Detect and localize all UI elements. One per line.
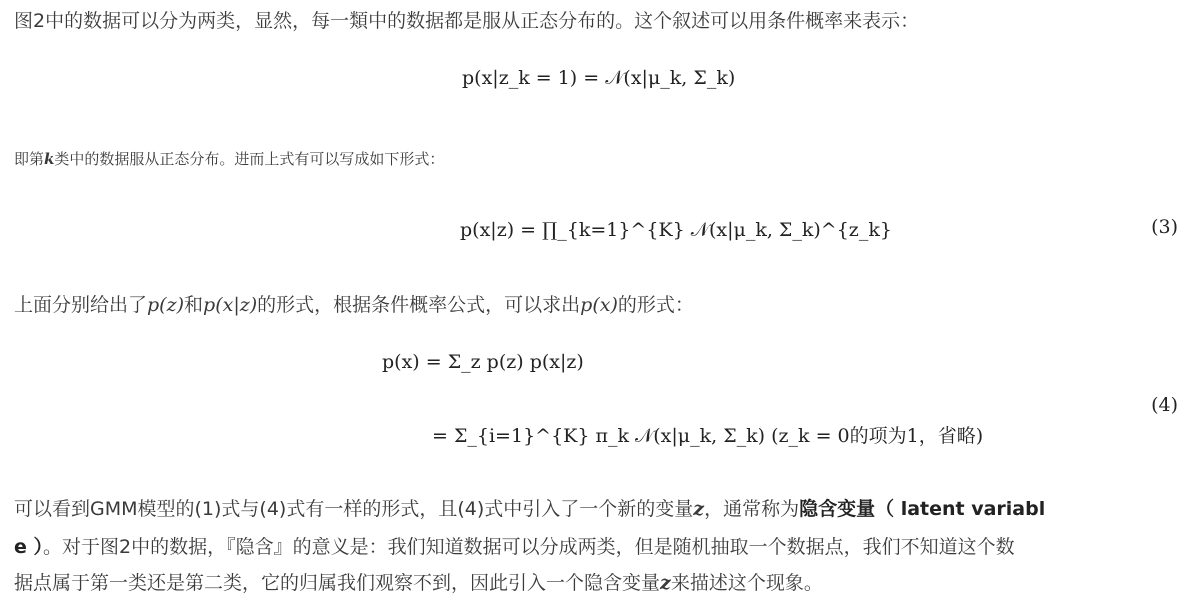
paragraph-4-l3-text-b: 来描述这个现象。	[670, 572, 823, 594]
paragraph-1	[14, 4, 1186, 38]
paragraph-3-math-pz: p(z)	[147, 294, 185, 316]
equation-4-number: (4)	[1151, 394, 1178, 416]
equation-3-formula: p(x|z) = ∏_{k=1}^{K} 𝒩(x|μ_k, Σ_k)^{z_k}	[460, 219, 892, 241]
paragraph-4-l3-math-z: z	[660, 572, 671, 594]
equation-3	[0, 192, 1200, 272]
equation-3-number: (3)	[1151, 216, 1178, 238]
paragraph-4-l1-math-z: z	[693, 498, 705, 520]
paragraph-3-math-px: p(x)	[580, 294, 618, 316]
paragraph-4-l2-text: 。对于图2中的数据，『隐含』的意义是：我们知道数据可以分成两类，但是随机抽取一个数据点，我们不知道这个数	[43, 536, 1015, 558]
paragraph-4-line-3	[14, 566, 1186, 600]
paragraph-3-math-pxz: p(x|z)	[203, 294, 258, 316]
equation-1-formula: p(x|z_k = 1) = 𝒩(x|μ_k, Σ_k)	[462, 67, 736, 89]
paragraph-1-text: 图2中的数据可以分为两类，显然，每一類中的数据都是服从正态分布的。这个叙述可以用条件概率来表示：	[14, 10, 920, 32]
paragraph-2-text-b: 类中的数据服从正态分布。进而上式有可以写成如下形式：	[54, 150, 445, 168]
paragraph-4-line-2	[14, 530, 1186, 564]
paragraph-4-l1-text-b: ，通常称为	[704, 498, 800, 520]
paragraph-3-text-d: 的形式：	[617, 294, 694, 316]
paragraph-4-l1-bold: 隐含变量（ latent variabl	[799, 498, 1046, 520]
paragraph-3-text-c: 的形式，根据条件概率公式，可以求出	[257, 294, 581, 316]
paragraph-4-line-1	[14, 492, 1186, 526]
equation-4-line-1: p(x) = Σ_z p(z) p(x|z)	[382, 351, 584, 373]
equation-4	[0, 334, 1200, 484]
paragraph-2	[14, 142, 1186, 176]
paragraph-3-text-b: 和	[184, 294, 204, 316]
paragraph-3-text-a: 上面分别给出了	[14, 294, 148, 316]
paragraph-4-l2-bold: e ）	[14, 536, 44, 558]
paragraph-2-text-a: 即第	[14, 150, 45, 168]
equation-4-line-2: = Σ_{i=1}^{K} π_k 𝒩(x|μ_k, Σ_k) (z_k = 0的项为1，省略)	[432, 425, 984, 447]
paragraph-4-l1-text-a: 可以看到GMM模型的(1)式与(4)式有一样的形式，且(4)式中引入了一个新的变量	[14, 498, 694, 520]
paragraph-4-l3-text-a: 据点属于第一类还是第二类，它的归属我们观察不到，因此引入一个隐含变量	[14, 572, 661, 594]
paragraph-2-math-k: k	[44, 150, 55, 168]
equation-1	[0, 50, 1200, 110]
paragraph-3	[14, 288, 1186, 322]
